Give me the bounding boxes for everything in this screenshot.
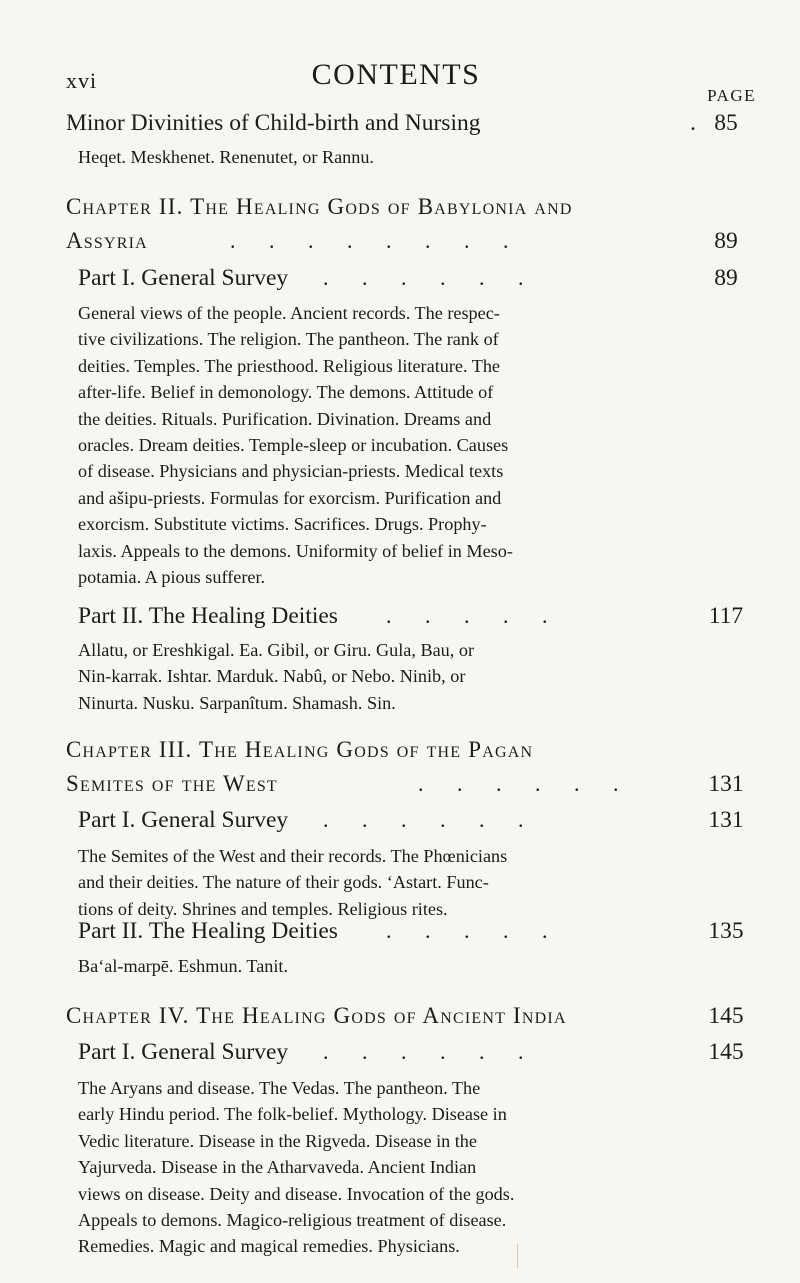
page-folio: xvi bbox=[66, 68, 98, 93]
desc-line: views on disease. Deity and disease. Invocation of the gods. bbox=[78, 1183, 515, 1204]
leader-dots: . bbox=[690, 110, 696, 136]
leader-dots: . . . . . bbox=[386, 918, 562, 943]
desc-line: Nin-karrak. Ishtar. Marduk. Nabû, or Nebo. Ninib, or bbox=[78, 666, 466, 687]
page-number: 89 bbox=[714, 265, 738, 291]
chapter-heading: Chapter IV. The Healing Gods of Ancient India bbox=[66, 1003, 567, 1028]
entry-title: Minor Divinities of Child-birth and Nursing bbox=[66, 110, 481, 136]
toc-entry-part-ii[interactable] bbox=[78, 603, 756, 637]
desc-line: Vedic literature. Disease in the Rigveda. Disease in the bbox=[78, 1130, 477, 1151]
leader-dots: . . . . . . . . bbox=[230, 228, 523, 253]
leader-dots: . . . . . . bbox=[323, 807, 538, 832]
page-number: 89 bbox=[714, 228, 738, 254]
desc-line: early Hindu period. The folk-belief. Mythology. Disease in bbox=[78, 1104, 507, 1125]
entry-title: Part II. The Healing Deities bbox=[78, 918, 338, 944]
page-number: 85 bbox=[714, 110, 738, 136]
page-number: 145 bbox=[708, 1039, 744, 1065]
desc-line: and ašipu-priests. Formulas for exorcism. Purification and bbox=[78, 487, 502, 508]
desc-line: oracles. Dream deities. Temple-sleep or incubation. Causes bbox=[78, 435, 509, 456]
desc-line: Appeals to demons. Magico-religious treatment of disease. bbox=[78, 1210, 507, 1231]
desc-line: and their deities. The nature of their gods. ‘Astart. Func- bbox=[78, 872, 489, 893]
entry-title: Part I. General Survey bbox=[78, 1039, 289, 1065]
page-number: 145 bbox=[708, 1003, 744, 1029]
toc-entry-minor-divinities[interactable] bbox=[66, 110, 756, 144]
page-number: 135 bbox=[708, 918, 744, 944]
desc-line: of disease. Physicians and physician-priests. Medical texts bbox=[78, 461, 504, 482]
running-title: CONTENTS bbox=[311, 58, 481, 91]
desc-line: tions of deity. Shrines and temples. Religious rites. bbox=[78, 898, 448, 919]
entry-description bbox=[78, 843, 696, 922]
entry-title: Part II. The Healing Deities bbox=[78, 603, 338, 629]
page-number: 131 bbox=[708, 771, 744, 797]
entry-description bbox=[78, 1075, 696, 1260]
desc-line: Ninurta. Nusku. Sarpanîtum. Shamash. Sin. bbox=[78, 692, 396, 713]
entry-description: Heqet. Meskhenet. Renenutet, or Rannu. bbox=[78, 147, 374, 167]
toc-chapter-iv[interactable] bbox=[66, 1003, 756, 1037]
leader-dots: . . . . . . bbox=[323, 265, 538, 290]
page-header bbox=[66, 58, 756, 98]
chapter-heading: Chapter III. The Healing Gods of the Pagan bbox=[66, 737, 534, 762]
desc-line: General views of the people. Ancient records. The respec- bbox=[78, 303, 500, 323]
desc-line: laxis. Appeals to the demons. Uniformity of belief in Meso- bbox=[78, 540, 513, 561]
desc-line: Remedies. Magic and magical remedies. Physicians. bbox=[78, 1236, 460, 1257]
page-column-label: PAGE bbox=[707, 86, 756, 105]
page-number: 117 bbox=[708, 603, 744, 629]
toc-chapter-ii-cont[interactable] bbox=[66, 228, 756, 262]
toc-entry-part-ii[interactable] bbox=[78, 918, 756, 952]
desc-line: deities. Temples. The priesthood. Religious literature. The bbox=[78, 355, 501, 376]
chapter-heading-cont: Semites of the West bbox=[66, 771, 278, 796]
toc-chapter-ii[interactable] bbox=[66, 194, 756, 228]
desc-line: Allatu, or Ereshkigal. Ea. Gibil, or Giru. Gula, Bau, or bbox=[78, 640, 474, 660]
desc-line: Yajurveda. Disease in the Atharvaveda. Ancient Indian bbox=[78, 1157, 477, 1178]
desc-line: after-life. Belief in demonology. The demons. Attitude of bbox=[78, 382, 494, 403]
paper-mark bbox=[517, 1244, 518, 1268]
toc-entry-part-i[interactable] bbox=[78, 807, 756, 841]
entry-title: Part I. General Survey bbox=[78, 265, 289, 291]
leader-dots: . . . . . bbox=[386, 603, 562, 628]
entry-description bbox=[78, 300, 696, 590]
desc-line: The Semites of the West and their records. The Phœnicians bbox=[78, 846, 508, 866]
entry-title: Part I. General Survey bbox=[78, 807, 289, 833]
toc-entry-part-i[interactable] bbox=[78, 1039, 756, 1073]
desc-line: the deities. Rituals. Purification. Divination. Dreams and bbox=[78, 408, 492, 429]
entry-description bbox=[78, 637, 696, 716]
desc-line: potamia. A pious sufferer. bbox=[78, 567, 266, 588]
desc-line: The Aryans and disease. The Vedas. The pantheon. The bbox=[78, 1078, 481, 1098]
entry-description: Ba‘al-marpē. Eshmun. Tanit. bbox=[78, 956, 289, 976]
toc-entry-part-i[interactable] bbox=[78, 265, 756, 299]
toc-chapter-iii[interactable] bbox=[66, 737, 756, 771]
toc-chapter-iii-cont[interactable] bbox=[66, 771, 756, 805]
leader-dots: . . . . . . bbox=[323, 1039, 538, 1064]
chapter-heading-cont: Assyria bbox=[66, 228, 148, 253]
desc-line: tive civilizations. The religion. The pantheon. The rank of bbox=[78, 329, 499, 350]
leader-dots: . . . . . . bbox=[418, 771, 633, 796]
chapter-heading: Chapter II. The Healing Gods of Babylonia and bbox=[66, 194, 573, 219]
page-number: 131 bbox=[708, 807, 744, 833]
desc-line: exorcism. Substitute victims. Sacrifices. Drugs. Prophy- bbox=[78, 514, 487, 535]
